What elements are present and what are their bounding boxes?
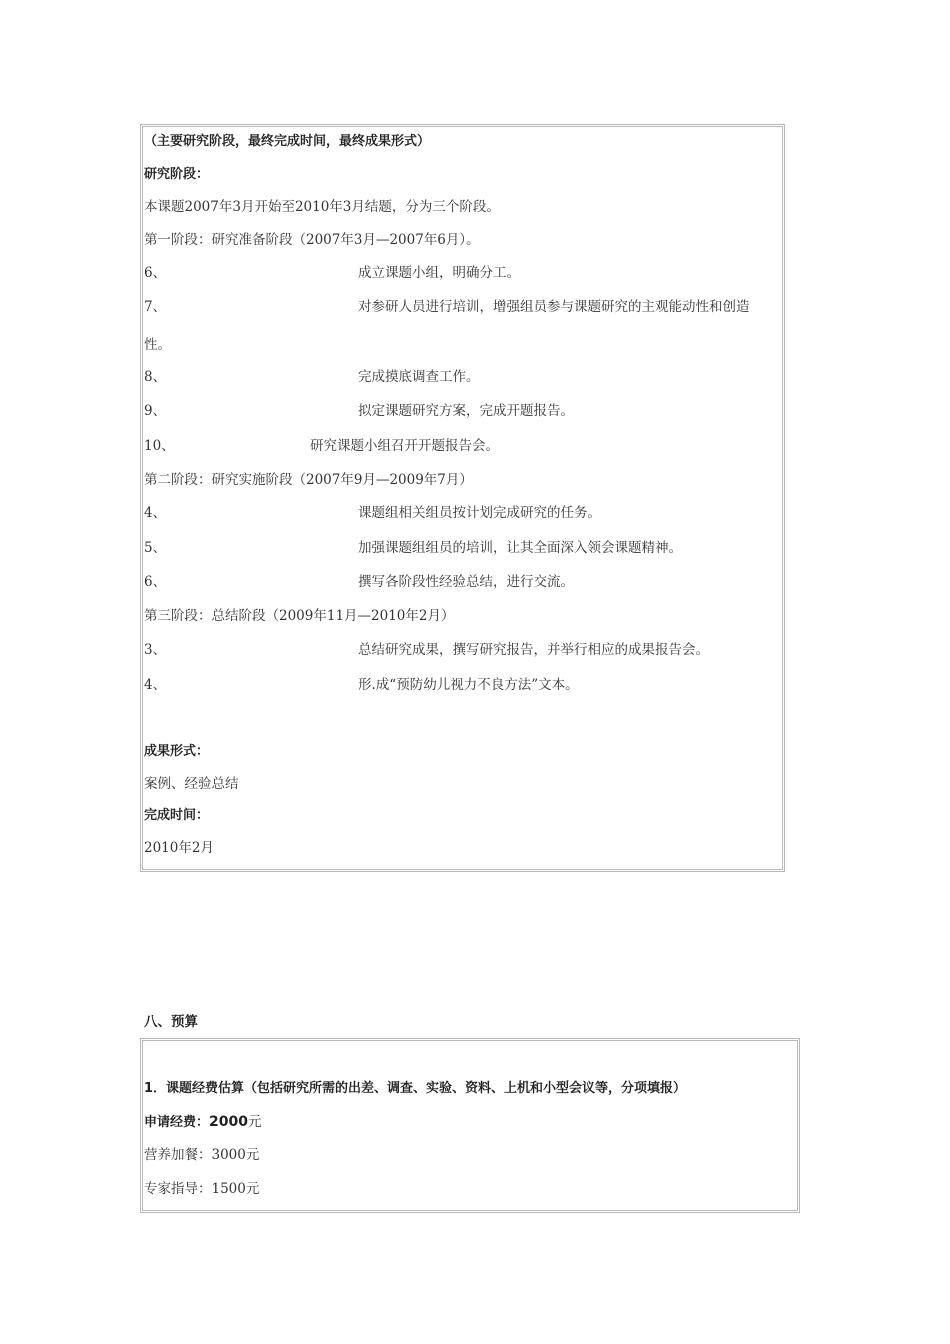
phase3-item-text: 形.成“预防幼儿视力不良方法”文本。 bbox=[358, 677, 579, 693]
phase1-title: 第一阶段：研究准备阶段（2007年3月—2007年6月）。 bbox=[144, 232, 480, 248]
outcome-value: 案例、经验总结 bbox=[144, 776, 239, 792]
phase1-item-text: 对参研人员进行培训，增强组员参与课题研究的主观能动性和创造 bbox=[358, 299, 750, 315]
phase1-item-continuation: 性。 bbox=[144, 337, 171, 353]
phase3-item-number: 4、 bbox=[144, 677, 167, 693]
phase1-item-text: 成立课题小组，明确分工。 bbox=[358, 265, 520, 281]
apply-value: 2000 bbox=[209, 1114, 248, 1130]
phase1-item-number: 7、 bbox=[144, 299, 167, 315]
budget-heading: 八、预算 bbox=[144, 1014, 198, 1030]
apply-label: 申请经费： bbox=[144, 1115, 210, 1130]
phase1-item-number: 8、 bbox=[144, 369, 167, 385]
section-header: （主要研究阶段，最终完成时间，最终成果形式） bbox=[144, 134, 431, 149]
phase3-title: 第三阶段：总结阶段（2009年11月—2010年2月） bbox=[144, 608, 455, 624]
phase2-title: 第二阶段：研究实施阶段（2007年9月—2009年7月） bbox=[144, 472, 473, 488]
phase1-item-text: 完成摸底调查工作。 bbox=[358, 369, 480, 385]
phase1-item-text: 研究课题小组召开开题报告会。 bbox=[310, 438, 499, 454]
expert-budget: 专家指导：1500元 bbox=[144, 1181, 260, 1197]
phase2-item-number: 4、 bbox=[144, 505, 167, 521]
apply-funds bbox=[144, 1113, 261, 1132]
phase1-item-number: 9、 bbox=[144, 403, 167, 419]
intro-text: 本课题2007年3月开始至2010年3月结题，分为三个阶段。 bbox=[144, 199, 500, 215]
stages-label: 研究阶段： bbox=[144, 167, 210, 182]
outcome-label: 成果形式： bbox=[144, 744, 210, 759]
completion-value: 2010年2月 bbox=[144, 840, 214, 856]
phase3-item-number: 3、 bbox=[144, 642, 167, 658]
apply-unit: 元 bbox=[247, 1114, 262, 1130]
phase2-item-text: 加强课题组组员的培训，让其全面深入领会课题精神。 bbox=[358, 540, 682, 556]
phase2-item-text: 撰写各阶段性经验总结，进行交流。 bbox=[358, 574, 574, 590]
budget-title: 1．课题经费估算（包括研究所需的出差、调查、实验、资料、上机和小型会议等，分项填报） bbox=[144, 1081, 687, 1096]
phase2-item-text: 课题组相关组员按计划完成研究的任务。 bbox=[358, 505, 601, 521]
phase2-item-number: 6、 bbox=[144, 574, 167, 590]
phase1-item-number: 6、 bbox=[144, 265, 167, 281]
nutrition-budget: 营养加餐：3000元 bbox=[144, 1147, 260, 1163]
phase2-item-number: 5、 bbox=[144, 540, 167, 556]
phase1-item-number: 10、 bbox=[144, 438, 175, 454]
phase1-item-text: 拟定课题研究方案，完成开题报告。 bbox=[358, 403, 574, 419]
phase3-item-text: 总结研究成果，撰写研究报告，并举行相应的成果报告会。 bbox=[358, 642, 709, 658]
completion-label: 完成时间： bbox=[144, 808, 210, 823]
